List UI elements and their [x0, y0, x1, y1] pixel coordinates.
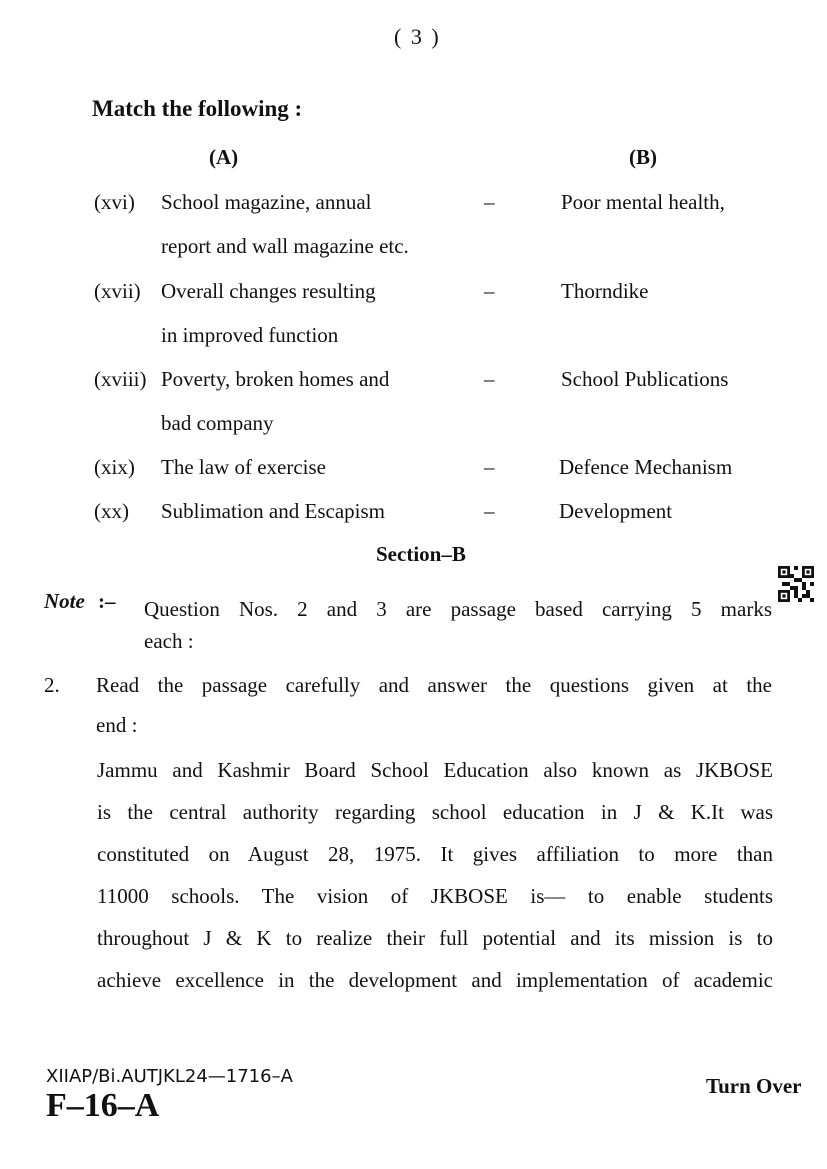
row-dash: –	[484, 499, 495, 523]
row-number: (xx)	[94, 499, 129, 523]
row-number: (xviii)	[94, 367, 147, 391]
form-number: F–16–A	[46, 1087, 160, 1124]
row-number: (xix)	[94, 455, 135, 479]
passage-line: throughout J & K to realize their full potential and its mission is to	[97, 926, 773, 950]
passage-line: achieve excellence in the development and implementation of academic	[97, 968, 773, 992]
paper-code: XIIAP/Bi.AUTJKL24—1716–A	[46, 1066, 293, 1087]
row-dash: –	[484, 455, 495, 479]
row-item-a-cont: bad company	[161, 411, 274, 435]
column-b-header: (B)	[629, 145, 657, 169]
note-text-cont: each :	[144, 629, 194, 653]
row-item-a: Poverty, broken homes and	[161, 367, 390, 391]
row-item-a-cont: report and wall magazine etc.	[161, 234, 409, 258]
row-item-b: Defence Mechanism	[559, 455, 733, 479]
row-number: (xvi)	[94, 190, 135, 214]
row-item-b: Thorndike	[561, 279, 649, 303]
row-item-b: Development	[559, 499, 673, 523]
passage-line: Jammu and Kashmir Board School Education also known as JKBOSE	[97, 758, 773, 782]
column-a-header: (A)	[209, 145, 239, 169]
row-item-a-cont: in improved function	[161, 323, 339, 347]
turn-over-label: Turn Over	[706, 1074, 802, 1098]
page-number: ( 3 )	[394, 24, 441, 49]
passage-line: constituted on August 28, 1975. It gives affiliation to more than	[97, 842, 773, 866]
row-dash: –	[484, 367, 495, 391]
note-label: Note	[44, 589, 85, 613]
note-separator: :–	[98, 589, 116, 613]
row-item-a: The law of exercise	[161, 455, 326, 479]
row-item-b: School Publications	[561, 367, 729, 391]
row-dash: –	[484, 279, 495, 303]
match-heading: Match the following :	[92, 96, 303, 121]
row-number: (xvii)	[94, 279, 141, 303]
row-item-a: School magazine, annual	[161, 190, 372, 214]
row-item-a: Overall changes resulting	[161, 279, 376, 303]
question-number: 2.	[44, 673, 60, 697]
row-item-a: Sublimation and Escapism	[161, 499, 385, 523]
question-text-cont: end :	[96, 713, 138, 737]
passage-line: 11000 schools. The vision of JKBOSE is— to enable students	[97, 884, 773, 908]
row-dash: –	[484, 190, 495, 214]
passage-line: is the central authority regarding school education in J & K.It was	[97, 800, 773, 824]
note-text: Question Nos. 2 and 3 are passage based carrying 5 marks	[144, 597, 772, 621]
row-item-b: Poor mental health,	[561, 190, 725, 214]
question-text: Read the passage carefully and answer the questions given at the	[96, 673, 772, 697]
section-title: Section–B	[376, 542, 466, 566]
qr-code-icon	[778, 566, 814, 602]
